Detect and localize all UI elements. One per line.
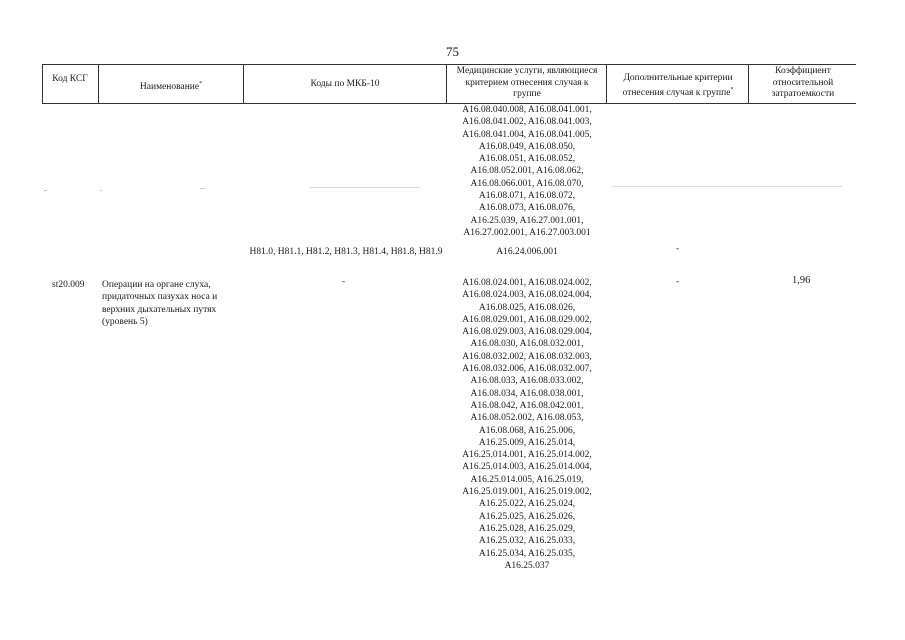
row-extra-criteria: - <box>676 244 680 254</box>
scan-artifact <box>200 188 206 189</box>
code-line: A16.25.034, A16.25.035, <box>478 548 576 559</box>
code-line: A16.08.040.008, A16.08.041.001, <box>462 105 592 115</box>
scan-artifact <box>100 190 102 191</box>
code-line: A16.08.041.002, A16.08.041.003, <box>462 117 592 128</box>
table-top-border <box>42 64 856 65</box>
code-line: A16.25.037 <box>504 560 550 571</box>
column-divider <box>606 64 607 103</box>
code-line: A16.25.009, A16.25.014, <box>478 437 576 448</box>
code-line: A16.08.071, A16.08.072, <box>478 191 576 202</box>
code-line: A16.08.052.002, A16.08.053, <box>470 413 584 424</box>
code-line: A16.08.034, A16.08.038.001, <box>470 388 584 399</box>
column-divider <box>748 64 749 103</box>
code-line: A16.08.041.004, A16.08.041.005, <box>462 129 592 140</box>
code-line: A16.25.032, A16.25.033, <box>478 536 576 547</box>
row-extra-criteria: - <box>676 277 680 287</box>
header-name <box>100 79 242 94</box>
page-number: 75 <box>446 44 459 59</box>
code-line: A16.08.042, A16.08.042.001, <box>470 400 584 411</box>
code-line: A16.25.039, A16.27.001.001, <box>470 215 584 226</box>
row-ksg-code: st20.009 <box>52 280 85 290</box>
code-line: A16.08.032.006, A16.08.032.007, <box>462 364 592 375</box>
header-name-footnote-mark: * <box>199 81 203 87</box>
code-line: A16.08.030, A16.08.032.001, <box>470 339 584 350</box>
header-extra <box>608 73 748 99</box>
code-line: A16.25.025, A16.25.026, <box>478 511 576 522</box>
row-mkb-codes: H81.0, H81.1, H81.2, H81.3, H81.4, H81.8, H81.9 <box>249 247 443 257</box>
code-line: A16.25.028, A16.25.029, <box>478 523 576 534</box>
services-codes-list <box>446 277 608 572</box>
header-extra-text: Дополнительные критерии отнесения случая к группе <box>622 73 733 98</box>
code-line: A16.25.019.001, A16.25.019.002, <box>462 487 592 498</box>
code-line: A16.27.002.001, A16.27.003.001 <box>463 227 591 238</box>
code-line: A16.25.014.001, A16.25.014.002, <box>462 450 592 461</box>
row-group-name: Операции на органе слуха, придаточных пазухах носа и верхних дыхательных путях (уровень 5) <box>102 280 218 327</box>
row-service-code: A16.24.006.001 <box>496 247 558 257</box>
code-line: A16.08.025, A16.08.026, <box>478 302 576 313</box>
code-line: A16.25.014.005, A16.25.019, <box>470 474 584 485</box>
header-services: Медицинские услуги, являющиеся критерием отнесения случая к группе <box>456 66 598 99</box>
header-mkb: Коды по МКБ-10 <box>310 79 380 89</box>
services-codes-continuation <box>446 104 608 239</box>
code-line: A16.08.068, A16.25.006, <box>478 425 576 436</box>
row-coefficient: 1,96 <box>792 275 811 286</box>
scan-artifact <box>310 187 420 188</box>
scan-artifact <box>612 186 842 187</box>
header-extra-footnote-mark: * <box>730 86 734 93</box>
code-line: A16.08.024.003, A16.08.024.004, <box>462 290 592 301</box>
code-line: A16.08.032.002, A16.08.032.003, <box>462 351 592 362</box>
code-line: A16.08.033, A16.08.033.002, <box>470 376 584 387</box>
column-divider <box>446 64 447 103</box>
header-code: Код КСГ <box>52 74 88 84</box>
code-line: A16.08.029.003, A16.08.029.004, <box>462 327 592 338</box>
code-line: A16.08.029.001, A16.08.029.002, <box>462 314 592 325</box>
header-name-text: Наименование <box>139 82 200 93</box>
code-line: A16.08.073, A16.08.076, <box>478 203 576 214</box>
code-line: A16.08.051, A16.08.052, <box>478 154 576 165</box>
code-line: A16.08.049, A16.08.050, <box>478 141 576 152</box>
scan-artifact <box>44 190 47 191</box>
row-mkb-codes: - <box>342 277 346 287</box>
column-divider <box>98 64 99 103</box>
header-coef: Коэффициент относительной затратоемкости <box>771 66 835 99</box>
code-line: A16.08.052.001, A16.08.062, <box>470 166 584 177</box>
code-line: A16.08.066.001, A16.08.070, <box>470 178 584 189</box>
code-line: A16.25.014.003, A16.25.014.004, <box>462 462 592 473</box>
code-line: A16.25.022, A16.25.024, <box>478 499 576 510</box>
code-line: A16.08.024.001, A16.08.024.002, <box>462 278 592 288</box>
column-divider <box>42 64 43 103</box>
column-divider <box>243 64 244 103</box>
